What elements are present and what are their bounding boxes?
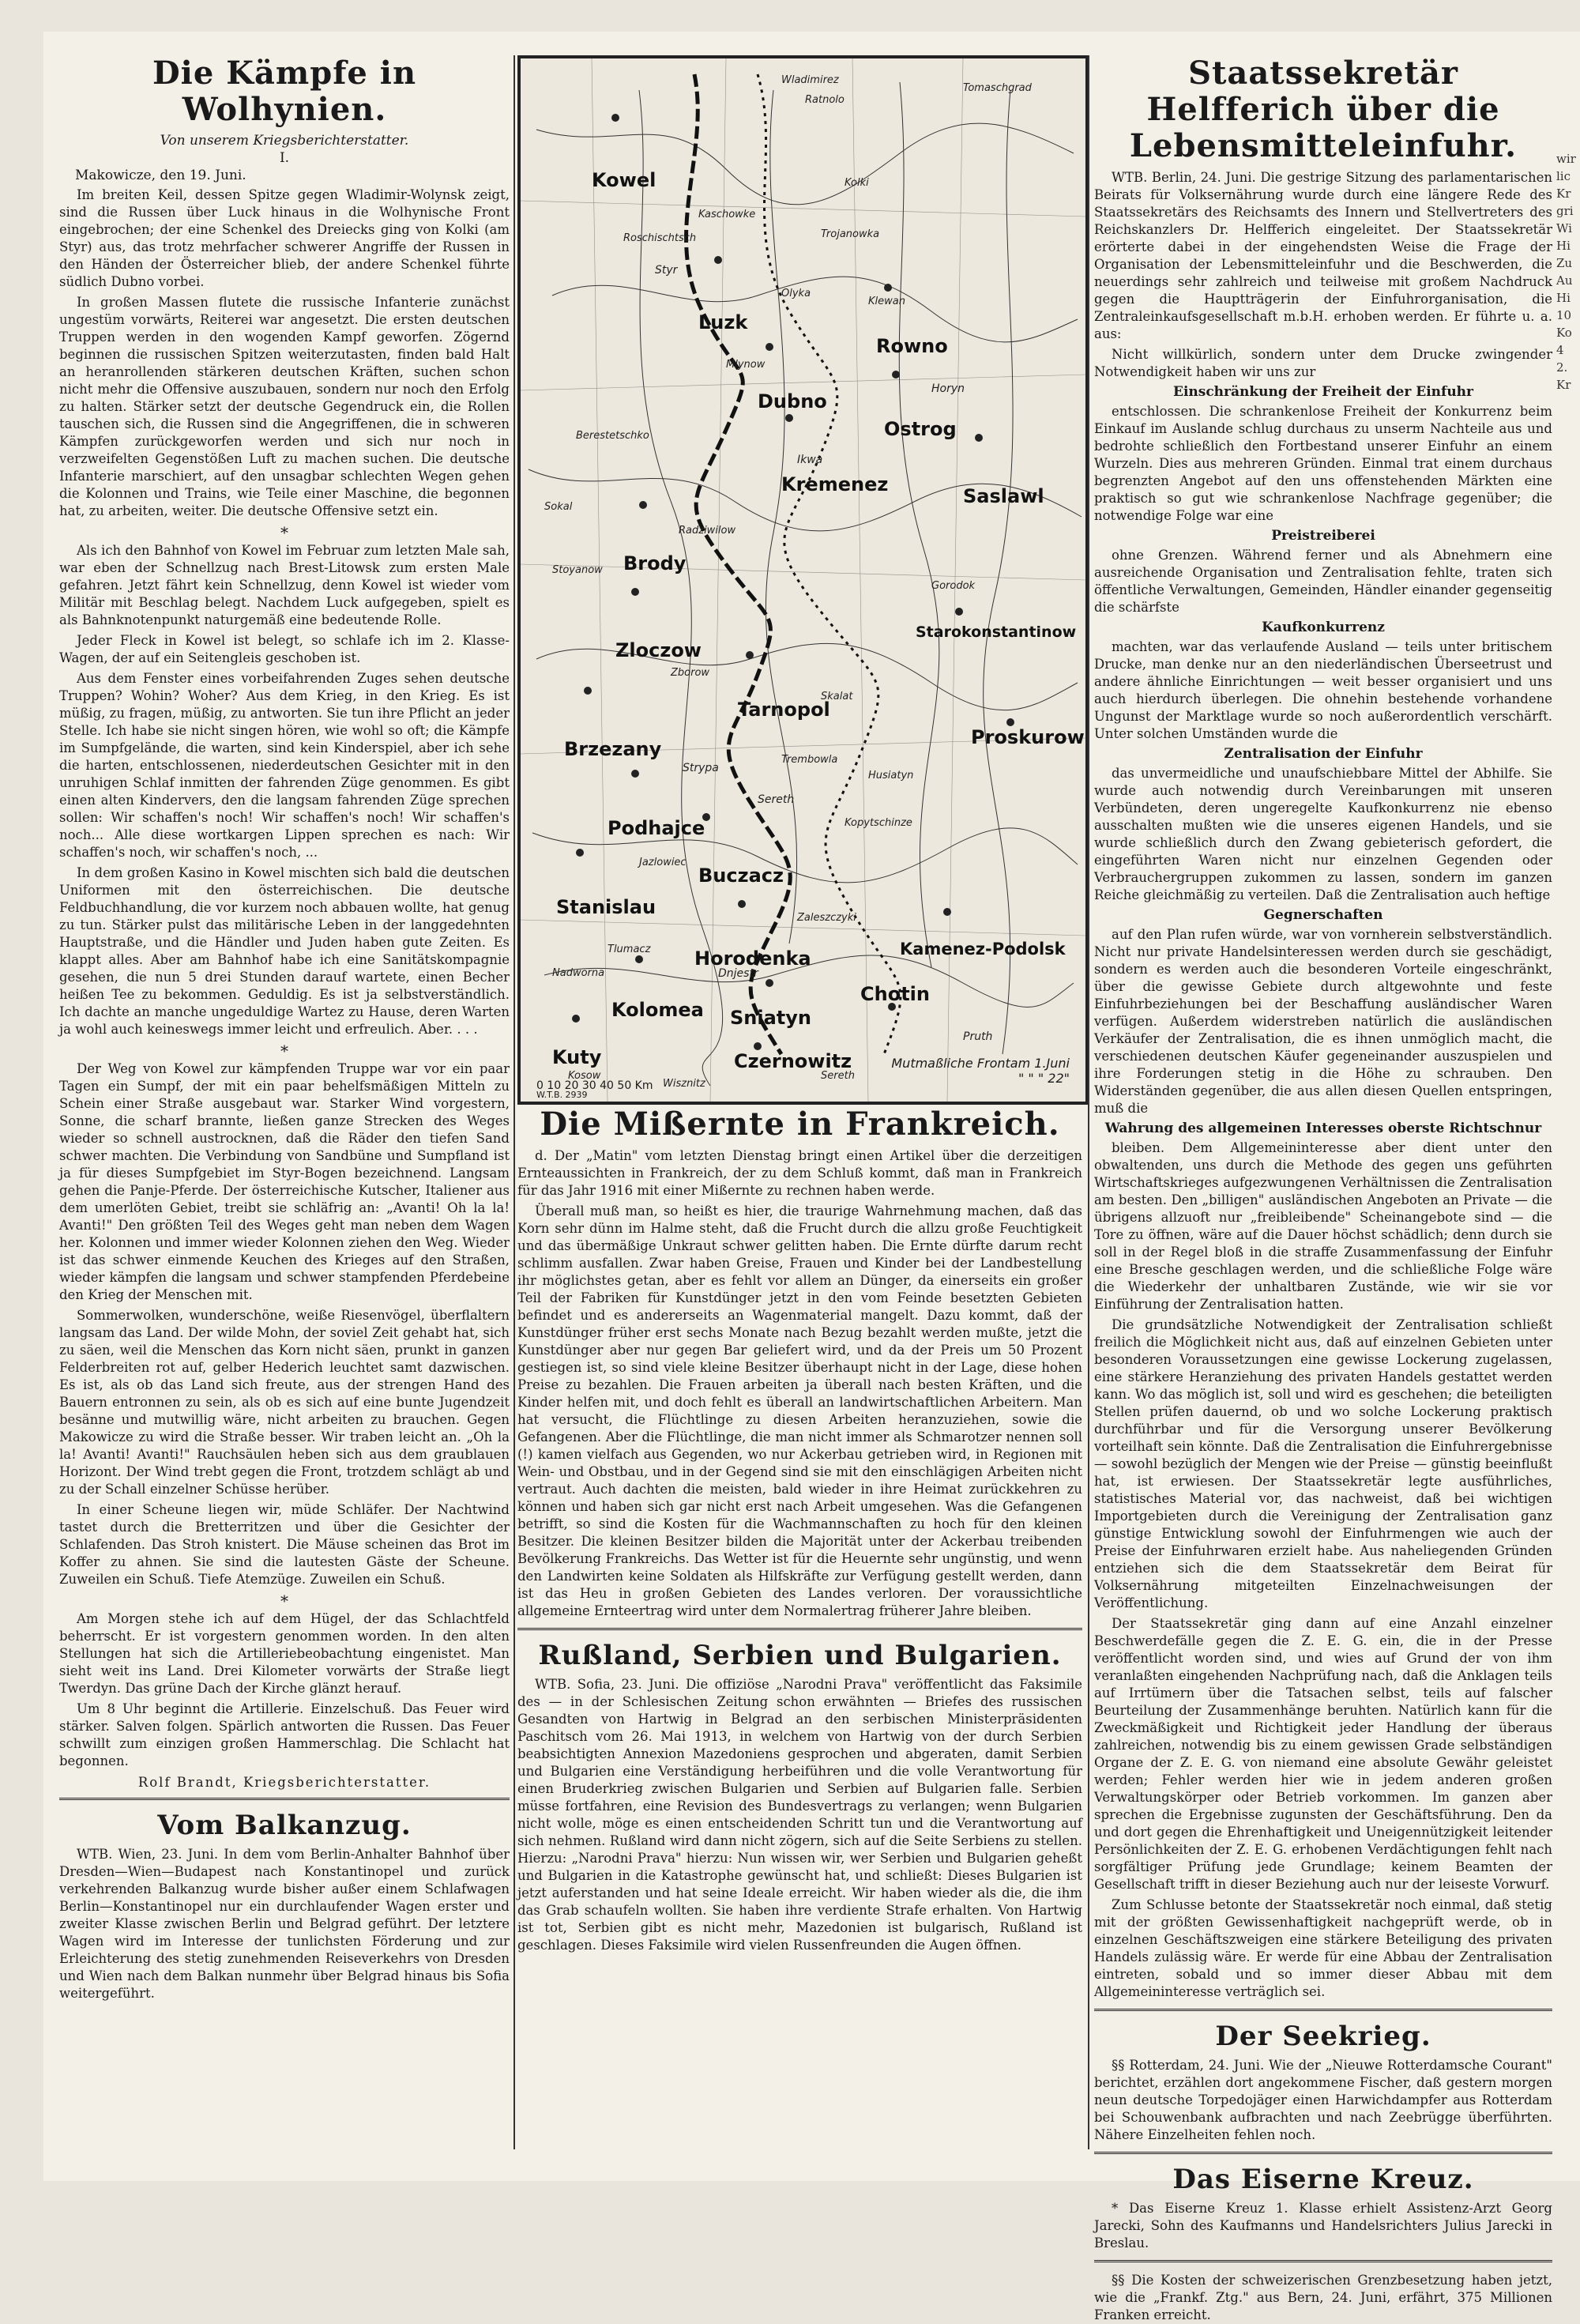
city-label: Rowno (876, 335, 948, 357)
paragraph: ohne Grenzen. Während ferner und als Abnehmern eine ausreichende Organisation und Zentralisation fehlte, traten sich öffentliche Verwaltungen, Gemeinden, Händler einander gegenseitig die schärfste (1094, 548, 1552, 615)
city-label: Chotin (860, 983, 930, 1005)
city-label: Tarnopol (738, 699, 830, 721)
map-credit: W.T.B. 2939 (536, 1090, 588, 1100)
dateline: Makowicze, den 19. Juni. (75, 168, 246, 183)
column-rule (514, 55, 515, 2149)
city-label: Stanislau (556, 896, 656, 918)
edge-fragment: 4 (1556, 343, 1564, 357)
right-column (1094, 55, 1552, 2322)
map-scale: 0 10 20 30 40 50 Km (536, 1079, 653, 1092)
river-label: Sereth (758, 793, 795, 806)
town-label: Sokal (544, 501, 573, 513)
town-label: Tomaschgrad (963, 82, 1032, 94)
river-label: Horyn (931, 382, 965, 395)
signature: Rolf Brandt, Kriegsberichterstatter. (137, 1775, 431, 1790)
edge-fragment: Hi (1556, 291, 1571, 305)
town-label: Stoyanow (552, 564, 603, 576)
paragraph: WTB. Berlin, 24. Juni. Die gestrige Sitzung des parlamentarischen Beirats für Volksernährung wurde durch eine längere Rede des Staatssekretärs des Reichsamts des Innern und Stellvertreters des Reichskanzlers Dr. Helfferich eingeleitet. Der Staatssekretär erörterte dabei in der eingehendsten Weise die Frage der Organisation der Lebensmitteleinfuhr und die Beschwerden, die neuerdings sehr zahlreich und teilweise mit großem Nachdruck gegen die Hauptträgerin der Einfuhrorganisation, die Zentraleinkaufsgesellschaft m.b.H. erhoben werden. Er führte u. a. aus: (1094, 170, 1552, 341)
divider (1094, 2152, 1552, 2154)
edge-fragment: Hi (1556, 239, 1571, 253)
front-line-june-22 (758, 74, 901, 1054)
separator-star: * (280, 523, 288, 542)
front-line-june-1 (687, 74, 791, 1054)
headline-eisernes-kreuz: Das Eiserne Kreuz. (1172, 2164, 1474, 2195)
edge-fragment: gri (1556, 204, 1574, 218)
adjacent-column-fragment (1556, 150, 1580, 1098)
town-label: Roschischtsch (623, 232, 697, 244)
town-label: Ratnolo (805, 94, 845, 106)
town-label: Wisznitz (663, 1078, 705, 1090)
edge-fragment: Zu (1556, 256, 1573, 270)
paragraph: Als ich den Bahnhof von Kowel im Februar zum letzten Male sah, war eben der Schnellzug nach Brest-Litowsk zum ersten Male gefahren. Jetzt fährt kein Schnellzug, denn Kowel ist wieder vom Militär mit Beschlag belegt. Nachdem Luck aufgegeben, spielt es als Bahnknotenpunkt naturgemäß eine bedeutende Rolle. (59, 543, 510, 627)
city-label: Horodenka (694, 947, 811, 970)
subheading: Wahrung des allgemeinen Interesses oberste Richtschnur (1104, 1121, 1542, 1136)
edge-fragment: 10 (1556, 308, 1572, 322)
paragraph: entschlossen. Die schrankenlose Freiheit der Konkurrenz beim Einkauf im Auslande schlug durchaus zu unserm Nachteile aus und bedrohte schließlich den Fortbestand unserer Einfuhr an einem Wurzeln. Dies aus mehreren Gründen. Einmal trat einem durchaus begrenzten Angebot auf den uns offenstehenden Märkten eine praktisch so gut wie schrankenlose Nachfrage gegenüber; die notwendige Folge war eine (1094, 404, 1552, 523)
headline-woldynien: Die Kämpfe in Wolhynien. (152, 55, 417, 128)
edge-fragment: Wi (1556, 221, 1572, 235)
column-rule (1088, 55, 1089, 2149)
city-label: Saslawl (963, 485, 1044, 507)
city-label: Kremenez (781, 473, 889, 495)
divider (1094, 2260, 1552, 2262)
city-label: Kuty (552, 1046, 602, 1068)
paragraph: Um 8 Uhr beginnt die Artillerie. Einzelschuß. Das Feuer wird stärker. Salven folgen. Spärlich antworten die Russen. Das Feuer schwillt zum einzigen großen Hammerschlag. Die Schlacht hat begonnen. (59, 1701, 510, 1768)
paragraph: In großen Massen flutete die russische Infanterie zunächst ungestüm vorwärts, Reiterei war angesetzt. Die ersten deutschen Truppen werden in den wogenden Kampf geworfen. Zögernd beginnen die russischen Spitzen weiterzutasten, finden bald Halt an heranrollenden stärkeren deutschen Kräften, suchen schon nicht mehr die Offensive auszubauen, sondern nur noch den Erfolg zu halten. Stärker setzt der deutsche Gegendruck ein, die Rollen tauschen sich, die Russen sind die Angegriffenen, die in schweren Kämpfen zurückgeworfen werden und sich nur noch in verzweifelten Gegenstößen Luft zu machen suchen. Die deutsche Infanterie marschiert, auf den unsagbar schlechten Wegen gehen die Kolonnen und Trains, wie Teile einer Maschine, die begonnen hat, zu arbeiten, weiter. Die deutsche Offensive setzt ein. (59, 295, 510, 518)
paragraph: Die grundsätzliche Notwendigkeit der Zentralisation schließt freilich die Möglichkeit nicht aus, daß auf einzelnen Gebieten unter besonderen Voraussetzungen eine gewisse Lockerung zugelassen, eine stärkere Heranziehung des privaten Handels gestattet werden kann. Wo das möglich ist, soll und wird es geschehen; die beteiligten Stellen prüfen dauernd, ob und wo solche Lockerung praktisch durchführbar und für die Versorgung unserer Bevölkerung vorteilhaft sein könnte. Daß die Zentralisation die Einfuhrergebnisse — sowohl bezüglich der Mengen wie der Preise — günstig beeinflußt hat, ist erwiesen. Der Staatssekretär legte ausführliches, statistisches Material vor, das nachweist, daß bei wichtigen Importgebieten durch die Vereinigung der Zentralisation ganz günstige Entwicklung sowohl der Einfuhrmengen wie auch der Preise der Einfuhrwaren erzielt habe. Aus naheliegenden Gründen entziehen sich die dem Staatssekretär dem Beirat für Volksernährung mitgeteilten Einzelnachweisungen der Veröffentlichung. (1094, 1317, 1552, 1610)
front-legend (891, 1056, 1070, 1086)
city-label: Dubno (758, 390, 827, 412)
subheading: Einschränkung der Freiheit der Einfuhr (1172, 384, 1474, 400)
paragraph: In dem großen Kasino in Kowel mischten sich bald die deutschen Uniformen mit den österreichischen. Die deutsche Feldbuchhandlung, die vor kurzem noch abbauen wollte, hat genug zu tun. Stärker pulst das militärische Leben in der langgedehnten Hauptstraße, und die Händler und Juden haben gute Zeiten. Es klappt alles. Aber am Bahnhof habe ich eine Sanitätskompagnie gesehen, die nun 5 drei Stunden darauf wartete, einen Becher heißen Tee zu bekommen. Geduldig. Es ist ja selbstverständlich. Ich dachte an manche ungeduldige Wartez zu Hause, deren Warten ja wohl auch keineswegs immer leicht und erfreulich. Aber. . . . (59, 865, 510, 1037)
city-label: Zloczow (615, 639, 702, 661)
edge-fragment: 2. (1556, 360, 1568, 375)
city-label: Kowel (592, 169, 656, 191)
paragraph: Überall muß man, so heißt es hier, die traurige Wahrnehmung machen, daß das Korn sehr dünn im Halme steht, daß die Frucht durch die allzu große Feuchtigkeit und das übermäßige Unkraut schwer gelitten haben. Die Ernte dürfte darum recht schlimm ausfallen. Zwar haben Greise, Frauen und Kinder bei der Landbestellung ihr möglichstes getan, aber es fehlt vor allem an Dünger, da einerseits ein großer Teil der Fabriken für Kunstdünger jetzt in den vom Feinde besetzten Gebieten befindet und es andererseits an Wagenmaterial mangelt. Dazu kommt, daß der Kunstdünger früher erst sechs Monate nach Bezug bezahlt werden mußte, jetzt die Kunstdünger aber nur gegen Bar geliefert wird, und da der Preis um 50 Prozent gestiegen ist, so sind viele kleine Besitzer überhaupt nicht in der Lage, diese hohen Preise zu bezahlen. Die Frauen arbeiten ja überall nach besten Kräften, und die Kinder helfen mit, und doch fehlt es überall an landwirtschaftlichen Arbeitern. Man hat versucht, die Flüchtlinge zu diesen Arbeiten heranzuziehen, sowie die Gefangenen. Aber die Flüchtlinge, die man nicht immer als Schmarotzer nennen soll (!) kamen vielfach aus Gegenden, wo nur Ackerbau getrieben wird, in Regionen mit Wein- und Obstbau, und in der Gegend sind sie mit den einschlägigen Arbeiten nicht vertraut. Auch dachten die meisten, bald wieder in ihre Heimat zurückkehren zu können und haben sich gar nicht erst nach Arbeit umgesehen. Was die Gefangenen betrifft, so sind die Kosten für die Wachmannschaften zu hoch für den kleinen Besitzer. Die kleinen Besitzer bilden die Majorität unter der Ackerbau treibenden Bevölkerung Frankreichs. Das Wetter ist für die Heuernte sehr ungünstig, und wenn den Landwirten keine Soldaten als Hilfskräfte zur Verfügung gestellt werden, dann ist das Heu in großen Gebieten des Landes verloren. Der voraussichtliche allgemeine Ernteertrag wird unter dem Normalertrag früherer Jahre bleiben. (517, 1203, 1082, 1618)
headline-seekrieg: Der Seekrieg. (1215, 2021, 1431, 2052)
town-label: Husiatyn (868, 770, 914, 782)
town-label: Sereth (821, 1070, 855, 1082)
headline-helfferich: Staatssekretär Helfferich über die Lebensmitteleinfuhr. (1129, 55, 1518, 164)
city-label: Czernowitz (734, 1050, 852, 1072)
town-label: Olyka (781, 288, 811, 299)
city-label: Luzk (698, 311, 748, 333)
divider (59, 1798, 510, 1800)
town-label: Nadworna (552, 967, 605, 979)
edge-fragment: wir (1556, 152, 1576, 166)
town-label: Zborow (671, 667, 710, 679)
paragraph: WTB. Wien, 23. Juni. In dem vom Berlin-Anhalter Bahnhof über Dresden—Wien—Budapest nach Konstantinopel und zurück verkehrenden Balkanzug wurde bisher außer einem Schlafwagen Berlin—Konstantinopel nur ein durchlaufender Wagen erster und zweiter Klasse zwischen Berlin und Belgrad geführt. Der letztere Wagen wird im Interesse der tunlichsten Förderung und zur Erleichterung des stetig zunehmenden Reiseverkehrs von Dresden und Wien nach dem Balkan nunmehr über Belgrad hinaus bis Sofia weitergeführt. (59, 1847, 510, 2001)
town-label: Wladimirez (781, 74, 839, 86)
town-label: Kopytschinze (845, 817, 912, 829)
paragraph: WTB. Sofia, 23. Juni. Die offiziöse „Narodni Prava" veröffentlicht das Faksimile des — in der Schlesischen Zeitung schon erwähnten — Briefes des russischen Gesandten von Hartwig in Belgrad an den serbischen Ministerpräsidenten Paschitsch vom 26. Mai 1913, in welchem von Hartwig von der durch Serbien beabsichtigten Annexion Mazedoniens gesprochen und abgeraten, damit Serbien und Bulgarien eine Verständigung herbeiführen und die volle Verantwortung für einen Bruderkrieg zwischen Bulgarien und Serbien auf Bulgarien falle. Serbien müsse fortfahren, eine Revision des Bundesvertrags zu verlangen; wenn Bulgarien nicht wolle, möge es einen entscheidenden Schritt tun und die Verantwortung auf sich nehmen. Rußland wird dann nicht zögern, sich auf die Seite Serbiens zu stellen. Hierzu: „Narodni Prava" hierzu: Nun wissen wir, wer Serbien und Bulgarien geheßt und Bulgarien in die Katastrophe gewünscht hat, und schließt: Dieses Bulgarien ist jetzt auferstanden und hat seine Ideale erreicht. Wir haben wieder als die, die ihm das Grab schaufeln wollten. Sie haben ihre verdiente Strafe erhalten. Von Hartwig ist tot, Serbien gibt es nicht mehr, Mazedonien ist bulgarisch, Rußland ist geschlagen. Dieses Faksimile wird vielen Russenfreunden die Augen öffnen. (517, 1677, 1082, 1953)
middle-column (517, 1106, 1082, 2149)
front-legend-line1: Mutmaßliche Frontam 1.Juni (891, 1056, 1070, 1071)
paragraph: Am Morgen stehe ich auf dem Hügel, der das Schlachtfeld beherrscht. Er ist vorgestern genommen worden. In den alten Stellungen hat sich die Artilleriebeobachtung eingenistet. Man sieht weit ins Land. Drei Kilometer vorwärts der Straße liegt Twerdyn. Das grüne Dach der Kirche glänzt herauf. (59, 1611, 510, 1696)
town-label: Mlynow (726, 359, 766, 371)
town-label: Klewan (868, 296, 905, 307)
town-label: Kolki (845, 177, 869, 189)
town-label: Tlumacz (608, 944, 651, 955)
city-label: Starokonstantinow (916, 623, 1077, 641)
left-column (59, 55, 510, 2149)
paragraph: Sommerwolken, wunderschöne, weiße Riesenvögel, überflaltern langsam das Land. Der wilde Mohn, der soviel Zeit gehabt hat, sich zu säen, weil die Menschen das Korn nicht säen, prunkt in ganzen Felderbreiten rot auf, gelber Hederich leuchtet samt dazwischen. Es ist, als ob das Land sich freute, aus der strengen Hand des Bauern entronnen zu sein, als ob es sich auf eine bunte Jugendzeit besänne und mutwillig wäre, nicht arbeiten zu brauchen. Gegen Makowicze zu wird die Straße besser. Wir traben leicht an. „Oh la la! Avanti! Avanti!" Rauchsäulen heben sich aus dem graublauen Horizont. Der Wind trebt gegen die Front, trotzdem schlägt ab und zu der Schall einzelner Schüsse herüber. (59, 1308, 510, 1497)
paragraph: Im breiten Keil, dessen Spitze gegen Wladimir-Wolynsk zeigt, sind die Russen über Luck hinaus in die Wolhynische Front eingebrochen; der eine Schenkel des Dreiecks ging von Kolki (am Styr) aus, das trotz mehrfacher schwerer Angriffe der Russen in den Händen der Österreicher blieb, der andere Schenkel führte südlich Dubno vorbei. (59, 187, 510, 289)
city-label: Sniatyn (730, 1007, 811, 1029)
headline-russland-serbien: Rußland, Serbien und Bulgarien. (538, 1640, 1062, 1671)
town-label: Gorodok (931, 580, 976, 592)
front-legend-line2: " " " 22" (1018, 1071, 1070, 1086)
river-label: Pruth (963, 1030, 993, 1043)
town-label: Skalat (821, 691, 853, 702)
paragraph: bleiben. Dem Allgemeininteresse aber dient unter den obwaltenden, uns durch die Methode des gegen uns geführten Wirtschaftskrieges aufgezwungenen Verhältnissen die Zentralisation am besten. Den „billigen" ausländischen Angeboten an Private — die übrigens allzuoft nur „freibleibende" Scheinangebote sind — die Tore zu öffnen, wäre auf die Dauer höchst schädlich; denn durch sie soll in der Regel bloß in die straffe Zusammenfassung der Einfuhr eine Bresche geschlagen werden, und die schließliche Folge wäre die Wiederkehr der unhaltbaren Zustände, wie wir sie vor Einführung der Zentralisation hatten. (1094, 1140, 1552, 1312)
paragraph: §§ Rotterdam, 24. Juni. Wie der „Nieuwe Rotterdamsche Courant" berichtet, erzählen dort angekommene Fischer, daß gestern morgen neun deutsche Torpedojäger einen Harwichdampfer aus Rotterdam bei Schouwenbank aufbrachten und nach Zeebrügge überführten. Nähere Einzelheiten fehlen noch. (1094, 2058, 1552, 2142)
paragraph: * Das Eiserne Kreuz 1. Klasse erhielt Assistenz-Arzt Georg Jarecki, Sohn des Kaufmanns und Handelsrichters Julius Jarecki in Breslau. (1094, 2201, 1552, 2251)
part-number: I. (279, 150, 290, 166)
town-label: Kosow (568, 1070, 601, 1082)
edge-fragment: Kr (1556, 186, 1571, 201)
paragraph: d. Der „Matin" vom letzten Dienstag bringt einen Artikel über die derzeitigen Ernteaussichten in Frankreich, der zu dem Schluß kommt, daß man in Frankreich für das Jahr 1916 mit einer Mißernte zu rechnen haben werde. (517, 1148, 1082, 1198)
city-label: Brody (623, 552, 687, 574)
separator-star: * (280, 1041, 288, 1060)
paragraph: Zum Schlusse betonte der Staatssekretär noch einmal, daß stetig mit der größten Gewissenhaftigkeit nachgeprüft werde, ob in einzelnen Geschäftszweigen eine stärkere Beteiligung des privaten Handels zulässig wäre. Er werde für eine Abbau der Zentralisation eintreten, sobald und so immer dieser Abbau mit dem Allgemeininteresse verträglich sei. (1094, 1897, 1552, 1999)
river-label: Strypa (683, 762, 719, 774)
paragraph: Nicht willkürlich, sondern unter dem Drucke zwingender Notwendigkeit haben wir uns zur (1094, 347, 1552, 379)
paragraph: §§ Die Kosten der schweizerischen Grenzbesetzung haben jetzt, wie die „Frankf. Ztg." aus Bern, 24. Juni, erfährt, 375 Millionen Franken erreicht. (1094, 2273, 1552, 2322)
edge-fragment: lic (1556, 169, 1571, 183)
town-label: Trembowla (781, 754, 838, 766)
newspaper-sheet (43, 32, 1580, 2322)
city-label: Podhajce (608, 817, 705, 839)
paragraph: auf den Plan rufen würde, war von vornherein selbstverständlich. Nicht nur private Handelsinteressen werden durch sie geschädigt, sondern es werden auch die besonderen Vorteile eingeschränkt, über die gewisse Gebiete durch altgewohnte und feste Einfuhrbeziehungen bei der Beschaffung ausländischer Waren verfügen. Außerdem widerstreben natürlich die ausländischen Verkäufer der Zentralisation, die es ihnen unmöglich macht, die verschiedenen deutschen Käufer gegeneinander auszuspielen und ihre Forderungen stetig in die Höhe zu schrauben. Den Widerständen gegenüber, die aus allen diesen Quellen entspringen, muß die (1094, 927, 1552, 1116)
paragraph: Der Staatssekretär ging dann auf eine Anzahl einzelner Beschwerdefälle gegen die Z. E. G. ein, die in der Presse veröffentlicht worden sind, und wies auf Grund der von ihm veranlaßten eingehenden Nachprüfung nach, daß die Anklagen teils auf Irrtümern über die Tatsachen selbst, teils auf falscher Beurteilung der Zusammenhänge beruhten. Natürlich kann für die Zweckmäßigkeit und Richtigkeit jeder Handlung der überaus zahlreichen, notwendig bis zu einem gewissen Grade selbständigen Organe der Z. E. G. von niemand eine absolute Gewähr geleistet werden; Fehler werden hier wie in jedem anderen großen Verwaltungskörper oder Betrieb vorkommen. Im ganzen aber sprechen die Ergebnisse zugunsten der Geschäftsführung. Den da und dort gegen die Ehrenhaftigkeit und Uneigennützigkeit leitender Persönlichkeiten der Z. E. G. erhobenen Verdächtigungen fehlt nach sorgfältiger Prüfung jede Grundlage; keinem Beamten der Gesellschaft trifft in dieser Beziehung auch nur der leiseste Vorwurf. (1094, 1616, 1552, 1892)
subheading: Preistreiberei (1271, 528, 1375, 544)
subheading: Kaufkonkurrenz (1262, 620, 1385, 635)
river-label: Ikwa (797, 454, 823, 466)
city-label: Buczacz (698, 864, 784, 887)
divider (517, 1628, 1082, 1630)
city-label: Kamenez-Podolsk (900, 940, 1066, 959)
subheading: Zentralisation der Einfuhr (1224, 746, 1423, 762)
town-label: Jazlowiec (639, 857, 687, 868)
town-label: Trojanowka (821, 228, 880, 240)
paragraph: machten, war das verlaufende Ausland — teils unter britischem Drucke, man denke nur an den niederländischen Überseetrust und andere ähnliche Einrichtungen — weit besser organisiert und uns auch hierdurch überlegen. Die ohnehin bestehende vorhandene Ungunst der Marktlage wurde so noch außerordentlich verschärft. Unter solchen Umständen wurde die (1094, 639, 1552, 741)
headline-balkanzug: Vom Balkanzug. (157, 1810, 412, 1841)
divider (1094, 2009, 1552, 2011)
headline-missernte: Die Mißernte in Frankreich. (540, 1106, 1060, 1143)
paragraph: Der Weg von Kowel zur kämpfenden Truppe war vor ein paar Tagen ein Sumpf, der mit ein paar behelfsmäßigen Mitteln zu Schein einer Straße ausgebaut war. Starker Wind vorgestern, Sonne, die scharf brannte, ließen ganze Strecken des Weges wieder so schnell austrocknen, daß die Räder den tiefen Sand schwer machten. Die Verbindung von Sandbüne und Sumpfland ist ja für dieses Sumpfgebiet im Styr-Bogen bezeichnend. Langsam gehen die Panje-Pferde. Der österreichische Kutscher, Italiener aus dem umerlöten Gebiet, treibt sie schläfrig an: „Avanti! Oh la la! Avanti!" Den größten Teil des Weges geht man neben dem Wagen her. Kolonnen und immer wieder Kolonnen ziehen den Weg. Wieder ist das schwer einmende Keuchen des Krieges auf den Straßen, wieder kämpfen die langsam und schwer stampfenden Pferdebeine den Krieg der Menschen mit. (59, 1061, 510, 1302)
town-label: Kaschowke (698, 209, 756, 220)
byline: Von unserem Kriegsberichterstatter. (160, 133, 409, 149)
river-label: Dnjestr (718, 967, 758, 980)
edge-fragment: Au (1556, 273, 1573, 288)
river-label: Styr (655, 264, 678, 277)
subheading: Gegnerschaften (1263, 907, 1383, 923)
separator-star: * (280, 1591, 288, 1610)
city-label: Brzezany (564, 738, 662, 760)
paragraph: Aus dem Fenster eines vorbeifahrenden Zuges sehen deutsche Truppen? Wohin? Woher? Aus dem Krieg, in den Krieg. Es ist müßig, zu fragen, müßig, zu antworten. Sie tun ihre Pflicht an jeder Stelle. Ich habe sie nicht singen hören, wie wohl so oft; die Kämpfe im Sumpfgelände, die warten, sind kein Kinderspiel, aber ich sehe die harten, entschlossenen, niederdeutschen Gesichter mit in den unruhigen Schlaf inmitten der fahrenden Züge genommen. Es gibt einen alten Kindervers, den die langsam fahrenden Züge sprechen sollen: Wir schaffen's noch! Wir schaffen's noch! Wir schaffen's noch... Alle diese wortkargen Lippen sprechen es nach: Wir schaffen's noch, wir schaffen's noch, ... (59, 671, 510, 860)
city-label: Kolomea (611, 999, 704, 1021)
town-label: Radziwilow (679, 525, 736, 537)
war-map (517, 55, 1089, 1105)
paragraph: In einer Scheune liegen wir, müde Schläfer. Der Nachtwind tastet durch die Bretterritzen und über die Gesichter der Schlafenden. Das Stroh knistert. Die Mäuse scheinen das Brot im Koffer zu ahnen. Sie sind die lautesten Gäste der Scheune. Zuweilen ein Schuß. Tiefe Atemzüge. Zuweilen ein Schuß. (59, 1502, 510, 1587)
city-label: Proskurow (971, 726, 1085, 748)
town-label: Berestetschko (576, 430, 649, 442)
paragraph: Jeder Fleck in Kowel ist belegt, so schlafe ich im 2. Klasse-Wagen, der auf ein Seitengleis geschoben ist. (59, 633, 510, 665)
paragraph: das unvermeidliche und unaufschiebbare Mittel der Abhilfe. Sie wurde auch notwendig durch Vereinbarungen mit unseren Verbündeten, deren ungeregelte Kaufkonkurrenz nie ebenso ausschalten mußten wie die unseres eigenen Handels, und sie wurde schließlich durch den Zwang gebieterisch gefordert, die eingeführten Waren nicht nur einzelnen Gegenden oder Verbrauchergruppen zukommen zu lassen, sondern im ganzen Reiche gleichmäßig zu verteilen. Daß die Zentralisation auch heftige (1094, 766, 1552, 902)
edge-fragment: Kr (1556, 378, 1571, 392)
edge-fragment: Ko (1556, 326, 1572, 340)
city-label: Ostrog (884, 418, 957, 440)
town-label: Zaleszczyki (797, 912, 856, 924)
